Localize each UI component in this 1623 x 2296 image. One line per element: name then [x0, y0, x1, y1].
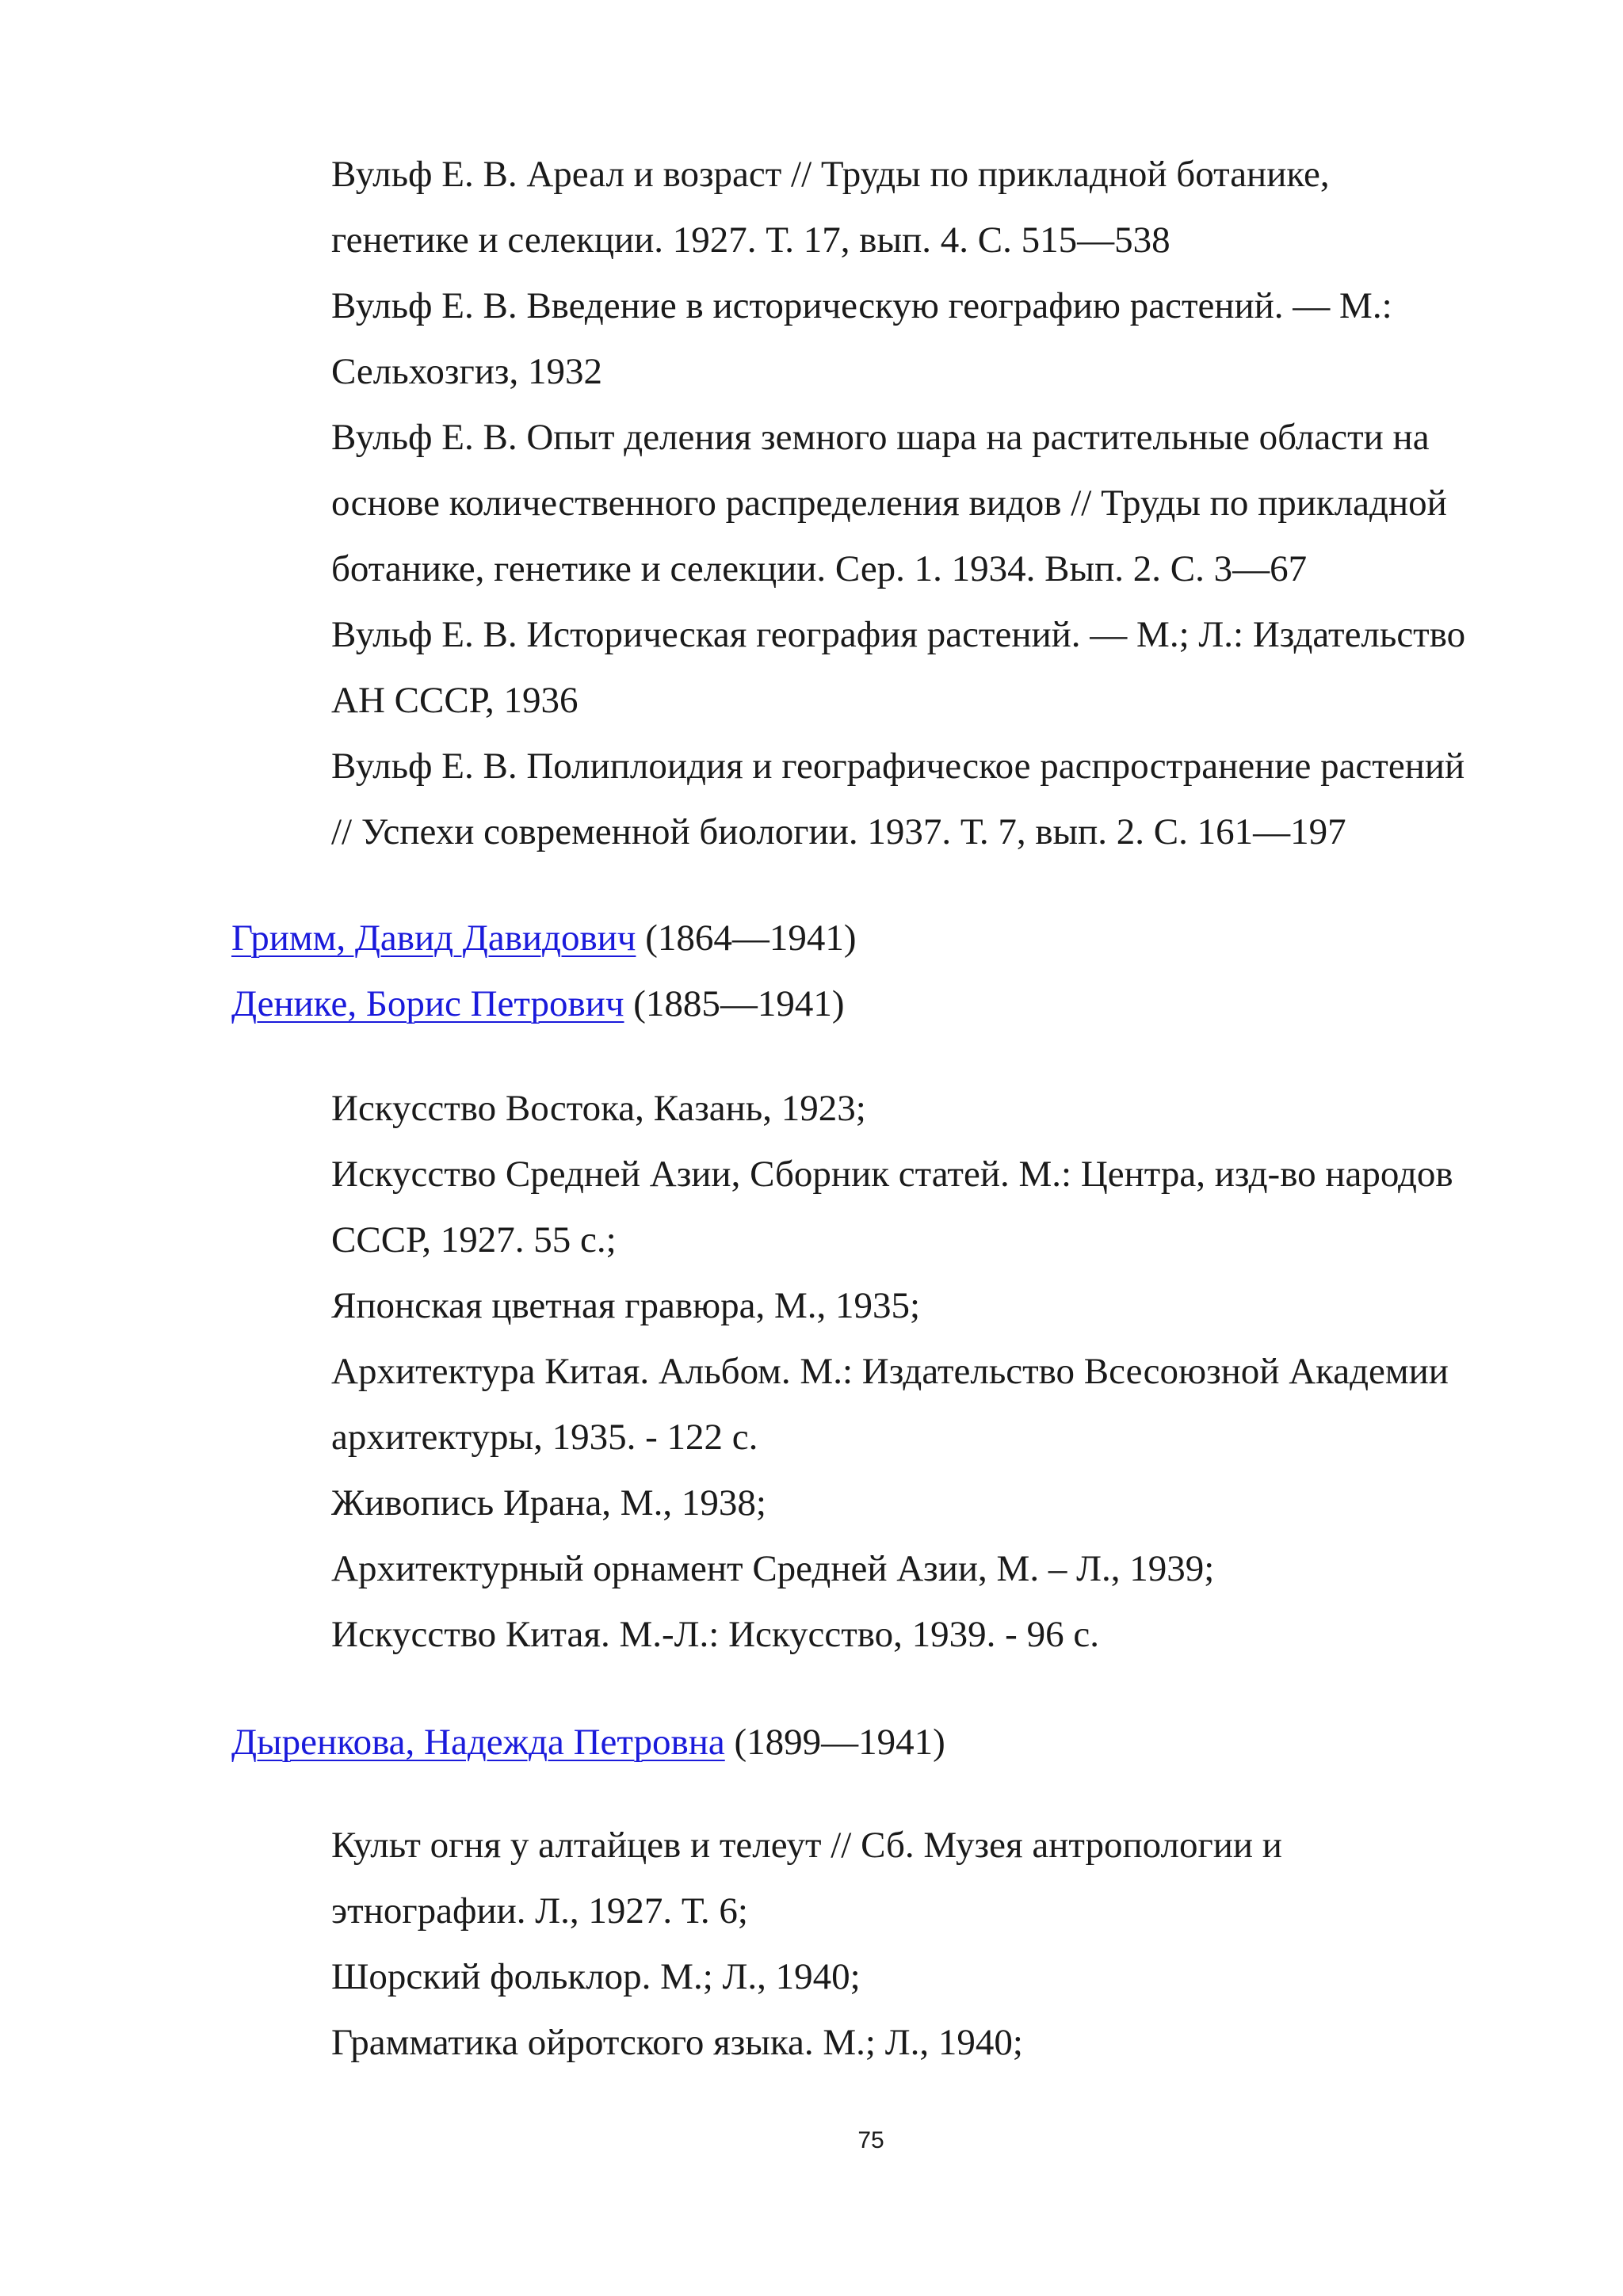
author-link-dyrenkova[interactable]: Дыренкова, Надежда Петровна — [231, 1722, 725, 1763]
bibliography-entry — [331, 405, 1552, 602]
author-link-denike[interactable]: Денике, Борис Петрович — [231, 983, 624, 1024]
entry-line: Японская цветная гравюра, М., 1935; — [331, 1285, 921, 1326]
entry-line: Вульф Е. В. Введение в историческую географию растений. — М.: — [331, 285, 1392, 326]
entry-line: Архитектура Китая. Альбом. М.: Издательство Всесоюзной Академии — [331, 1351, 1449, 1392]
bibliography-entry — [331, 1142, 1552, 1273]
entry-line: Вульф Е. В. Ареал и возраст // Труды по прикладной ботанике, — [331, 154, 1330, 195]
author-heading-dyrenkova — [231, 1710, 945, 1775]
entry-line: Вульф Е. В. Историческая география растений. — М.; Л.: Издательство — [331, 614, 1466, 655]
bibliography-entry — [331, 1339, 1552, 1470]
author-heading-grimm — [231, 906, 857, 971]
entry-line: архитектуры, 1935. - 122 с. — [331, 1417, 758, 1458]
entry-line: Искусство Китая. М.-Л.: Искусство, 1939. - 96 с. — [331, 1614, 1099, 1655]
bibliography-entry — [331, 734, 1552, 865]
entry-line: СССР, 1927. 55 с.; — [331, 1219, 617, 1261]
entry-line: ботанике, генетике и селекции. Сер. 1. 1934. Вып. 2. С. 3—67 — [331, 548, 1308, 589]
bibliography-entry — [331, 2010, 1552, 2076]
entry-line: основе количественного распределения видов // Труды по прикладной — [331, 482, 1447, 524]
wulf-bibliography — [331, 142, 1552, 865]
entry-line: Живопись Ирана, М., 1938; — [331, 1482, 766, 1524]
entry-line: этнографии. Л., 1927. Т. 6; — [331, 1890, 748, 1932]
bibliography-entry — [331, 1536, 1552, 1602]
entry-line: Культ огня у алтайцев и телеут // Сб. Музея антропологии и — [331, 1825, 1282, 1866]
bibliography-entry — [331, 1813, 1552, 1944]
bibliography-entry — [331, 142, 1552, 273]
entry-line: АН СССР, 1936 — [331, 680, 579, 721]
entry-line: Вульф Е. В. Опыт деления земного шара на растительные области на — [331, 417, 1430, 458]
entry-line: Архитектурный орнамент Средней Азии, М. – Л., 1939; — [331, 1548, 1215, 1589]
entry-line: Сельхозгиз, 1932 — [331, 351, 602, 392]
entry-line: Шорский фольклор. М.; Л., 1940; — [331, 1956, 861, 1997]
bibliography-entry — [331, 1273, 1552, 1339]
bibliography-entry — [331, 1602, 1552, 1668]
entry-line: Грамматика ойротского языка. М.; Л., 1940; — [331, 2022, 1023, 2063]
entry-line: Искусство Востока, Казань, 1923; — [331, 1088, 866, 1129]
author-years: (1899—1941) — [734, 1722, 945, 1763]
bibliography-entry — [331, 1470, 1552, 1536]
denike-bibliography — [331, 1076, 1552, 1668]
dyrenkova-bibliography — [331, 1813, 1552, 2076]
bibliography-entry — [331, 1944, 1552, 2010]
entry-line: генетике и селекции. 1927. Т. 17, вып. 4. С. 515—538 — [331, 219, 1170, 261]
entry-line: Искусство Средней Азии, Сборник статей. М.: Центра, изд-во народов — [331, 1154, 1453, 1195]
author-link-grimm[interactable]: Гримм, Давид Давидович — [231, 917, 636, 959]
author-years: (1885—1941) — [633, 983, 845, 1024]
bibliography-entry — [331, 602, 1552, 734]
author-heading-denike — [231, 971, 845, 1037]
entry-line: Вульф Е. В. Полиплоидия и географическое распространение растений — [331, 746, 1465, 787]
author-years: (1864—1941) — [645, 917, 857, 959]
bibliography-entry — [331, 273, 1552, 405]
bibliography-entry — [331, 1076, 1552, 1142]
entry-line: // Успехи современной биологии. 1937. Т. 7, вып. 2. С. 161—197 — [331, 811, 1346, 852]
page-number: 75 — [857, 2127, 884, 2153]
